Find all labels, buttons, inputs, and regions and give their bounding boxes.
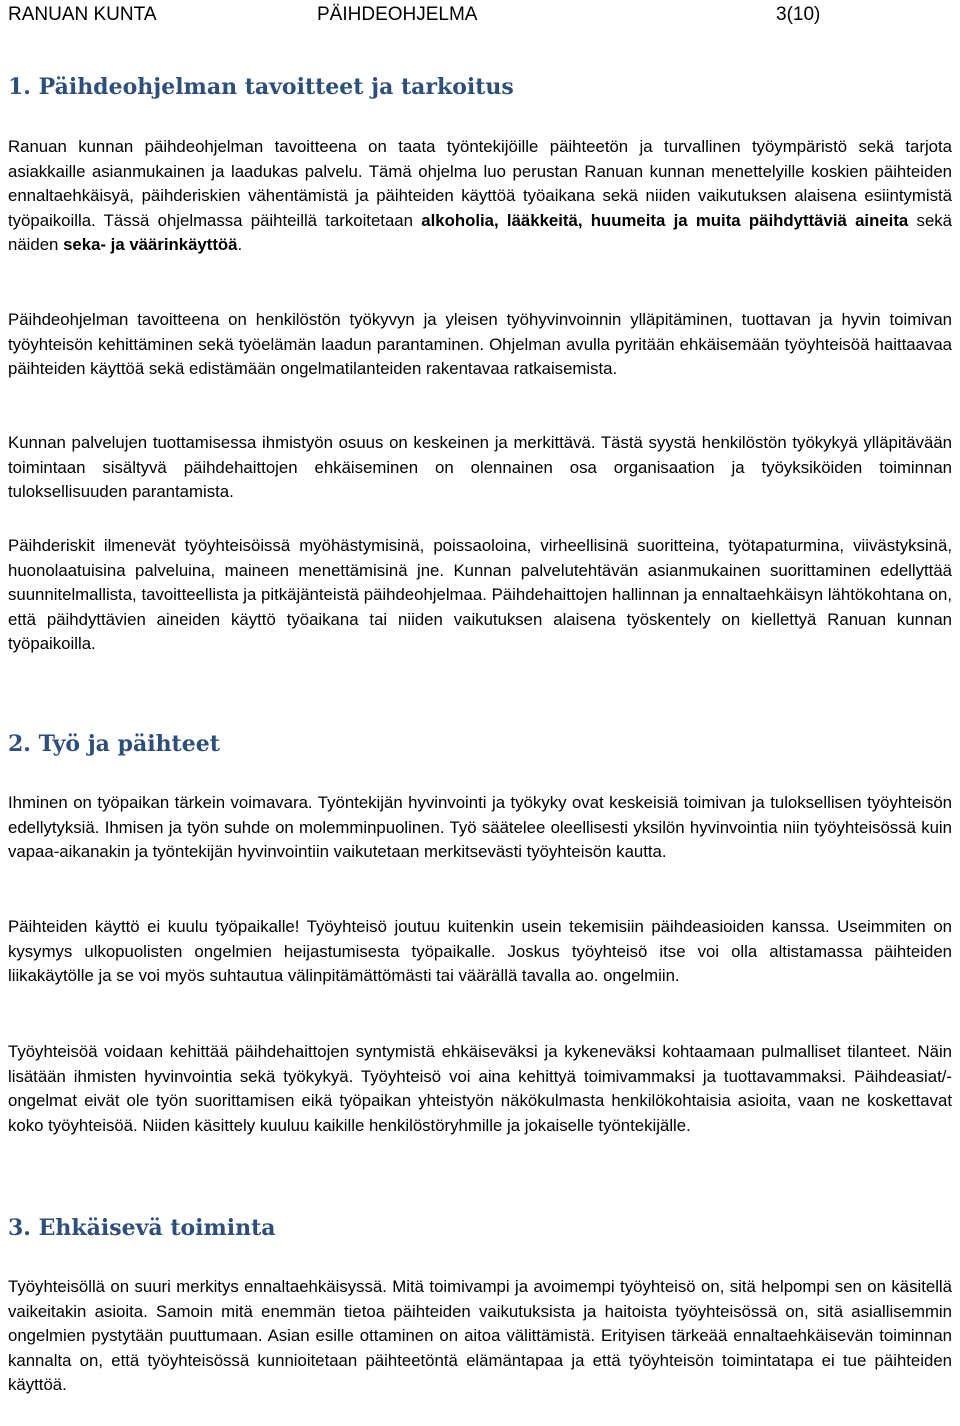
header-organization: RANUAN KUNTA bbox=[8, 4, 157, 25]
section-3-title: 3. Ehkäisevä toiminta bbox=[8, 1215, 276, 1241]
section-1-paragraph-1 bbox=[8, 135, 952, 258]
s1-p1-text-c: sekä näiden bbox=[8, 210, 952, 254]
s1-p1-text-a: Ranuan kunnan päihdeohjelman tavoitteena on taata työntekijöille päihteetön ja turvallinen työympäristö sekä tarjota asiakkaille asianmukainen ja laadukas palvelu. Tämä ohjelma luo perustan Ranuan kunnan menettelyille koskien päihteiden ennaltaehkäisyä, päihderiskien vähentämistä ja päihteiden käyttöä työaikana sekä niiden vaikutuksen alaisena esiintymistä työpaikoilla. Tässä ohjelmassa päihteillä tarkoitetaan bbox=[8, 137, 952, 230]
section-1-paragraph-4: Päihderiskit ilmenevät työyhteisöissä myöhästymisinä, poissaoloina, virheellisinä suoritteina, työtapaturmina, viivästyksinä, huonolaatuisina palveluina, maineen menettämisinä jne. Kunnan palvelutehtävän asianmukainen suorittaminen edellyttää suunnitelmallista, tavoitteellista ja pitkäjänteistä päihdeohjelmaa. Päihdehaittojen hallinnan ja ennaltaehkäisyn lähtökohtana on, että päihdyttävien aineiden käyttö työaikana tai niiden vaikutuksen alaisena työskentely on kiellettyä Ranuan kunnan työpaikoilla. bbox=[8, 536, 952, 653]
section-2-paragraph-3: Työyhteisöä voidaan kehittää päihdehaittojen syntymistä ehkäiseväksi ja kykeneväksi kohtaamaan pulmalliset tilanteet. Näin lisätään ihmisten hyvinvointia sekä työkykyä. Työyhteisö voi aina kehittyä toimivammaksi ja tuottavammaksi. Päihdeasiat/-ongelmat eivät ole työn suorittamisen eikä työpaikan yhteistyön näkökulmasta henkilökohtaisia asioita, vaan ne koskettavat koko työyhteisöä. Niiden käsittely kuuluu kaikille henkilöstöryhmille ja jokaiselle työntekijälle. bbox=[8, 1042, 952, 1135]
section-1-paragraph-2: Päihdeohjelman tavoitteena on henkilöstön työkyvyn ja yleisen työhyvinvoinnin ylläpitäminen, tuottavan ja hyvin toimivan työyhteisön kehittäminen sekä työelämän laadun parantaminen. Ohjelman avulla pyritään ehkäisemään työyhteisöä haittaavaa päihteiden käyttöä sekä edistämään ongelmatilanteiden rakentavaa ratkaisemista. bbox=[8, 310, 952, 378]
section-1-title: 1. Päihdeohjelman tavoitteet ja tarkoitus bbox=[8, 74, 514, 100]
section-1-paragraph-3: Kunnan palvelujen tuottamisessa ihmistyön osuus on keskeinen ja merkittävä. Tästä syystä henkilöstön työkykyä ylläpitävään toimintaan sisältyvä päihdehaittojen ehkäiseminen on olennainen osa organisaation ja työyksiköiden toiminnan tuloksellisuuden parantamista. bbox=[8, 433, 952, 501]
section-3-paragraph-1: Työyhteisöllä on suuri merkitys ennaltaehkäisyssä. Mitä toimivampi ja avoimempi työyhteisö on, sitä helpompi sen on käsitellä vaikeitakin asioita. Samoin mitä enemmän tietoa päihteiden vaikutuksista ja haitoista työyhteisössä on, sitä asiallisemmin ongelmien pystytään puuttumaan. Asian esille ottaminen on aitoa välittämistä. Erityisen tärkeää ennaltaehkäisevän toiminnan kannalta on, että työyhteisössä kunnioitetaan päihteetöntä elämäntapaa ja että työyhteisön toimintatapa ei tue päihteiden käyttöä. bbox=[8, 1277, 952, 1394]
s1-p1-bold-substances: alkoholia, lääkkeitä, huumeita ja muita päihdyttäviä aineita bbox=[421, 210, 909, 230]
header-page-number: 3(10) bbox=[776, 4, 821, 25]
page-header bbox=[8, 4, 948, 30]
s1-p1-bold-misuse: seka- ja väärinkäyttöä bbox=[63, 235, 238, 254]
s1-p1-text-d: . bbox=[237, 235, 243, 254]
section-2-title: 2. Työ ja päihteet bbox=[8, 731, 220, 757]
section-2-paragraph-2: Päihteiden käyttö ei kuulu työpaikalle! Työyhteisö joutuu kuitenkin usein tekemisiin päihdeasioiden kanssa. Useimmiten on kysymys ulkopuolisten ongelmien heijastumisesta työpaikalle. Joskus työyhteisö itse voi olla altistamassa päihteiden liikakäytölle ja se voi myös suhtautua välinpitämättömästi tai väärällä tavalla ao. ongelmiin. bbox=[8, 917, 952, 985]
section-2-paragraph-1: Ihminen on työpaikan tärkein voimavara. Työntekijän hyvinvointi ja työkyky ovat keskeisiä toimivan ja tuloksellisen työyhteisön edellytyksiä. Ihmisen ja työn suhde on molemminpuolinen. Työ säätelee oleellisesti yksilön hyvinvointia niin työyhteisössä kuin vapaa-aikanakin ja työntekijän hyvinvointiin vaikutetaan merkitsevästi työyhteisön kautta. bbox=[8, 793, 952, 861]
header-document-title: PÄIHDEOHJELMA bbox=[317, 4, 478, 25]
